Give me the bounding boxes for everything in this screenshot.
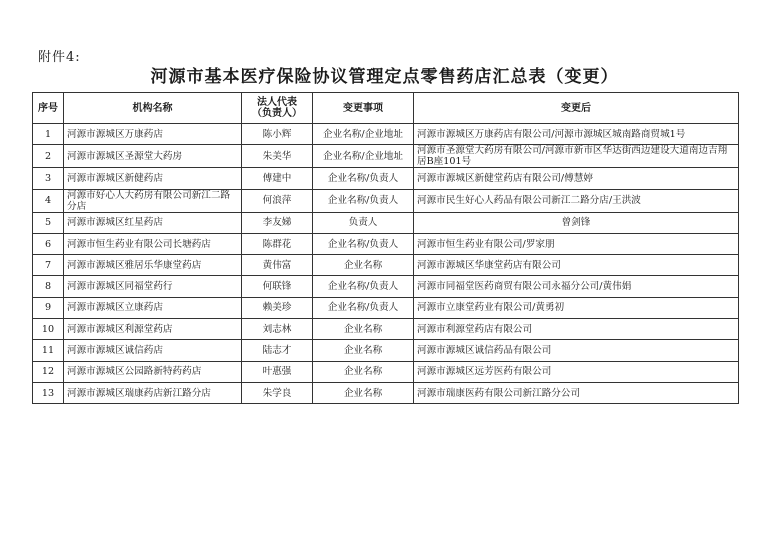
- table-row: [33, 233, 739, 254]
- page-title: 河源市基本医疗保险协议管理定点零售药店汇总表（变更）: [150, 67, 619, 87]
- cell-org-name: 河源市恒生药业有限公司长塘药店: [64, 233, 242, 254]
- header-rep-line1: 法人代表: [257, 97, 297, 108]
- cell-change-item: 企业名称/企业地址: [313, 124, 414, 145]
- header-after: 变更后: [414, 93, 739, 124]
- table-row: [33, 361, 739, 382]
- table-row: [33, 276, 739, 297]
- table-row: [33, 297, 739, 318]
- cell-representative: 陈小辉: [242, 124, 313, 145]
- cell-after-change: 河源市恒生药业有限公司/罗家朋: [414, 233, 739, 254]
- cell-change-item: 企业名称/负责人: [313, 276, 414, 297]
- cell-no: 12: [33, 361, 64, 382]
- table-row: [33, 340, 739, 361]
- cell-org-name: 河源市源城区雅居乐华康堂药店: [64, 255, 242, 276]
- cell-after-change: 河源市同福堂医药商贸有限公司永福分公司/黄伟娟: [414, 276, 739, 297]
- cell-representative: 李友娣: [242, 212, 313, 233]
- cell-representative: 何浪萍: [242, 189, 313, 212]
- cell-after-change: 河源市圣源堂大药房有限公司/河源市新市区华达街西边建设大道南边吉翔居B座101号: [414, 145, 739, 168]
- table-row: [33, 382, 739, 403]
- cell-after-change: 河源市民生好心人药品有限公司新江二路分店/王洪波: [414, 189, 739, 212]
- cell-org-name: 河源市源城区瑞康药店新江路分店: [64, 382, 242, 403]
- table-header-row: [33, 93, 739, 124]
- table-row: [33, 168, 739, 189]
- cell-change-item: 企业名称/负责人: [313, 189, 414, 212]
- cell-no: 9: [33, 297, 64, 318]
- cell-no: 11: [33, 340, 64, 361]
- header-change: 变更事项: [313, 93, 414, 124]
- cell-after-change: 河源市瑞康医药有限公司新江路分公司: [414, 382, 739, 403]
- cell-after-change: 河源市立康堂药业有限公司/黄勇初: [414, 297, 739, 318]
- cell-no: 13: [33, 382, 64, 403]
- cell-after-change: 河源市源城区万康药店有限公司/河源市源城区城南路商贸城1号: [414, 124, 739, 145]
- cell-org-name: 河源市源城区诚信药店: [64, 340, 242, 361]
- cell-org-name: 河源市好心人大药房有限公司新江二路分店: [64, 189, 242, 212]
- cell-representative: 叶惠强: [242, 361, 313, 382]
- cell-org-name: 河源市源城区圣源堂大药房: [64, 145, 242, 168]
- cell-representative: 赖美珍: [242, 297, 313, 318]
- cell-change-item: 企业名称/负责人: [313, 233, 414, 254]
- cell-representative: 朱美华: [242, 145, 313, 168]
- cell-org-name: 河源市源城区公园路新特药药店: [64, 361, 242, 382]
- cell-change-item: 企业名称: [313, 319, 414, 340]
- cell-no: 5: [33, 212, 64, 233]
- cell-change-item: 企业名称/企业地址: [313, 145, 414, 168]
- cell-no: 10: [33, 319, 64, 340]
- pharmacy-change-table: [32, 92, 739, 404]
- header-no: 序号: [33, 93, 64, 124]
- cell-change-item: 企业名称: [313, 255, 414, 276]
- cell-change-item: 负责人: [313, 212, 414, 233]
- cell-after-change: 河源市利源堂药店有限公司: [414, 319, 739, 340]
- table-body: [33, 124, 739, 404]
- cell-change-item: 企业名称: [313, 382, 414, 403]
- cell-no: 3: [33, 168, 64, 189]
- table-row: [33, 255, 739, 276]
- cell-org-name: 河源市源城区新健药店: [64, 168, 242, 189]
- cell-after-change: 河源市源城区远芳医药有限公司: [414, 361, 739, 382]
- cell-org-name: 河源市源城区红星药店: [64, 212, 242, 233]
- cell-change-item: 企业名称: [313, 361, 414, 382]
- cell-change-item: 企业名称/负责人: [313, 297, 414, 318]
- header-org: 机构名称: [64, 93, 242, 124]
- cell-no: 8: [33, 276, 64, 297]
- cell-no: 6: [33, 233, 64, 254]
- table-row: [33, 212, 739, 233]
- cell-no: 4: [33, 189, 64, 212]
- cell-representative: 黄伟富: [242, 255, 313, 276]
- cell-after-change: 河源市源城区新健堂药店有限公司/傅慧婷: [414, 168, 739, 189]
- cell-no: 7: [33, 255, 64, 276]
- cell-no: 2: [33, 145, 64, 168]
- cell-change-item: 企业名称/负责人: [313, 168, 414, 189]
- cell-org-name: 河源市源城区同福堂药行: [64, 276, 242, 297]
- cell-after-change: 曾剑锋: [414, 212, 739, 233]
- cell-org-name: 河源市源城区立康药店: [64, 297, 242, 318]
- cell-representative: 陈群花: [242, 233, 313, 254]
- cell-after-change: 河源市源城区华康堂药店有限公司: [414, 255, 739, 276]
- cell-org-name: 河源市源城区利源堂药店: [64, 319, 242, 340]
- attachment-label: 附件4:: [38, 50, 81, 65]
- header-rep-line2: （负责人）: [252, 108, 302, 119]
- cell-change-item: 企业名称: [313, 340, 414, 361]
- header-rep: [242, 93, 313, 124]
- cell-representative: 傅建中: [242, 168, 313, 189]
- cell-org-name: 河源市源城区万康药店: [64, 124, 242, 145]
- table-row: [33, 124, 739, 145]
- cell-after-change: 河源市源城区诚信药品有限公司: [414, 340, 739, 361]
- cell-representative: 何联锋: [242, 276, 313, 297]
- table-row: [33, 145, 739, 168]
- cell-representative: 刘志林: [242, 319, 313, 340]
- cell-representative: 陆志才: [242, 340, 313, 361]
- cell-no: 1: [33, 124, 64, 145]
- cell-representative: 朱学良: [242, 382, 313, 403]
- table-row: [33, 319, 739, 340]
- table-row: [33, 189, 739, 212]
